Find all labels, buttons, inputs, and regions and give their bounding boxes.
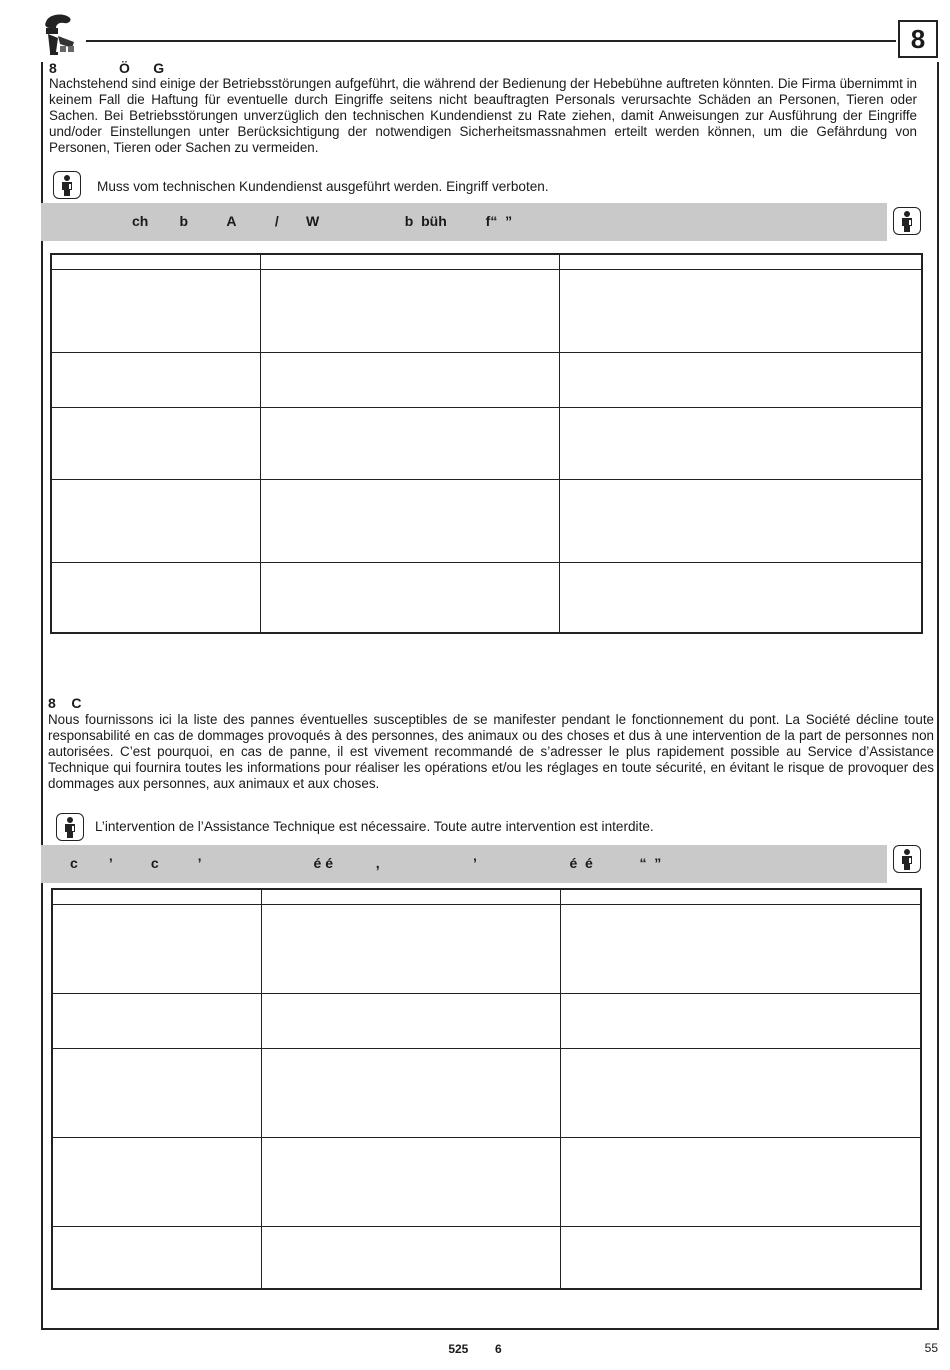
- table-cell: [560, 353, 923, 408]
- table-row: [51, 353, 922, 408]
- table-cell: [561, 994, 922, 1049]
- table-title-fr: c ’ c ’ é é , ’ é é “ ”: [70, 855, 662, 871]
- table-cell: [51, 270, 261, 353]
- page-number: 55: [924, 1341, 938, 1355]
- table-cell: [52, 1138, 262, 1227]
- section-heading-de: 8 Ö G: [49, 60, 165, 76]
- table-cell: [560, 563, 923, 633]
- technician-icon: [893, 207, 921, 235]
- table-row: [52, 994, 921, 1049]
- frame-right-rule: [937, 62, 939, 1330]
- technician-icon: [56, 813, 84, 841]
- frame-left-rule: [41, 62, 43, 1330]
- table-cell: [560, 270, 923, 353]
- table-cell: [262, 1227, 561, 1289]
- table-cell: [52, 994, 262, 1049]
- table-cell: [262, 905, 561, 994]
- table-cell: [261, 270, 560, 353]
- table-row: [52, 1227, 921, 1289]
- table-cell: [561, 889, 922, 905]
- technician-icon: [893, 845, 921, 873]
- table-cell: [262, 889, 561, 905]
- table-row: [52, 905, 921, 994]
- table-row: [51, 480, 922, 563]
- table-cell: [261, 254, 560, 270]
- table-cell: [560, 408, 923, 480]
- troubleshooting-table-de: [50, 253, 923, 634]
- table-cell: [52, 1227, 262, 1289]
- table-cell: [51, 563, 261, 633]
- table-row: [52, 1138, 921, 1227]
- table-cell: [560, 254, 923, 270]
- troubleshooting-table-fr: [51, 888, 922, 1290]
- table-cell: [262, 1138, 561, 1227]
- table-header-row: [52, 889, 921, 905]
- table-row: [52, 1049, 921, 1138]
- intro-paragraph-fr: Nous fournissons ici la liste des pannes éventuelles susceptibles de se manifester pendant le fonctionnement du pont. La Société décline toute responsabilité en cas de dommages provoqués à des personnes, des animaux ou des choses et dus à une intervention de la part de personnes non autorisées. C’est pourquoi, en cas de panne, il est vivement recommandé de s’adresser le plus rapidement possible au Service d’Assistance Technique qui fournira toutes les informations pour réaliser les opérations et/ou les réglages en toute sécurité, en évitant le risque de provoquer des dommages aux personnes, aux animaux et aux choses.: [48, 712, 934, 791]
- footer-document-code: 525 6: [448, 1342, 502, 1356]
- header-rule: [86, 40, 896, 42]
- table-cell: [261, 480, 560, 563]
- table-cell: [560, 480, 923, 563]
- table-cell: [561, 1138, 922, 1227]
- table-cell: [561, 1049, 922, 1138]
- intro-paragraph-de: Nachstehend sind einige der Betriebsstörungen aufgeführt, die während der Bedienung der Hebebühne auftreten könnten. Die Firma übernimmt in keinem Fall die Haftung für eventuelle durch Eingriffe seitens nicht beauftragten Personals verursachte Schäden an Personen, Tieren oder Sachen. Bei Betriebsstörungen unverzüglich den technischen Kundendienst zu Rate ziehen, damit Anweisungen zur Ausführung der Eingriffe und/oder Einstellungen unter Berücksichtigung der notwendigen Sicherheitsmassnahmen erteilt werden können, um die Gefährdung von Personen, Tieren oder Sachen zu vermeiden.: [49, 76, 917, 155]
- table-cell: [262, 1049, 561, 1138]
- chapter-number-box: 8: [898, 20, 938, 58]
- table-cell: [261, 408, 560, 480]
- table-cell: [51, 353, 261, 408]
- note-text-de: Muss vom technischen Kundendienst ausgeführt werden. Eingriff verboten.: [97, 179, 549, 194]
- technician-icon: [53, 171, 81, 199]
- mechanic-logo-icon: [38, 12, 80, 56]
- section-heading-fr: 8 C: [48, 695, 82, 711]
- table-cell: [261, 353, 560, 408]
- table-cell: [51, 408, 261, 480]
- frame-bottom-rule: [41, 1328, 939, 1330]
- note-text-fr: L’intervention de l’Assistance Technique est nécessaire. Toute autre intervention est interdite.: [95, 819, 654, 834]
- table-cell: [561, 1227, 922, 1289]
- table-row: [51, 270, 922, 353]
- table-row: [51, 408, 922, 480]
- table-cell: [52, 1049, 262, 1138]
- table-cell: [561, 905, 922, 994]
- table-row: [51, 563, 922, 633]
- table-cell: [262, 994, 561, 1049]
- table-header-row: [51, 254, 922, 270]
- table-title-de: ch b A / W b büh f“ ”: [132, 213, 513, 229]
- table-cell: [51, 254, 261, 270]
- table-cell: [51, 480, 261, 563]
- table-cell: [52, 889, 262, 905]
- table-cell: [52, 905, 262, 994]
- table-cell: [261, 563, 560, 633]
